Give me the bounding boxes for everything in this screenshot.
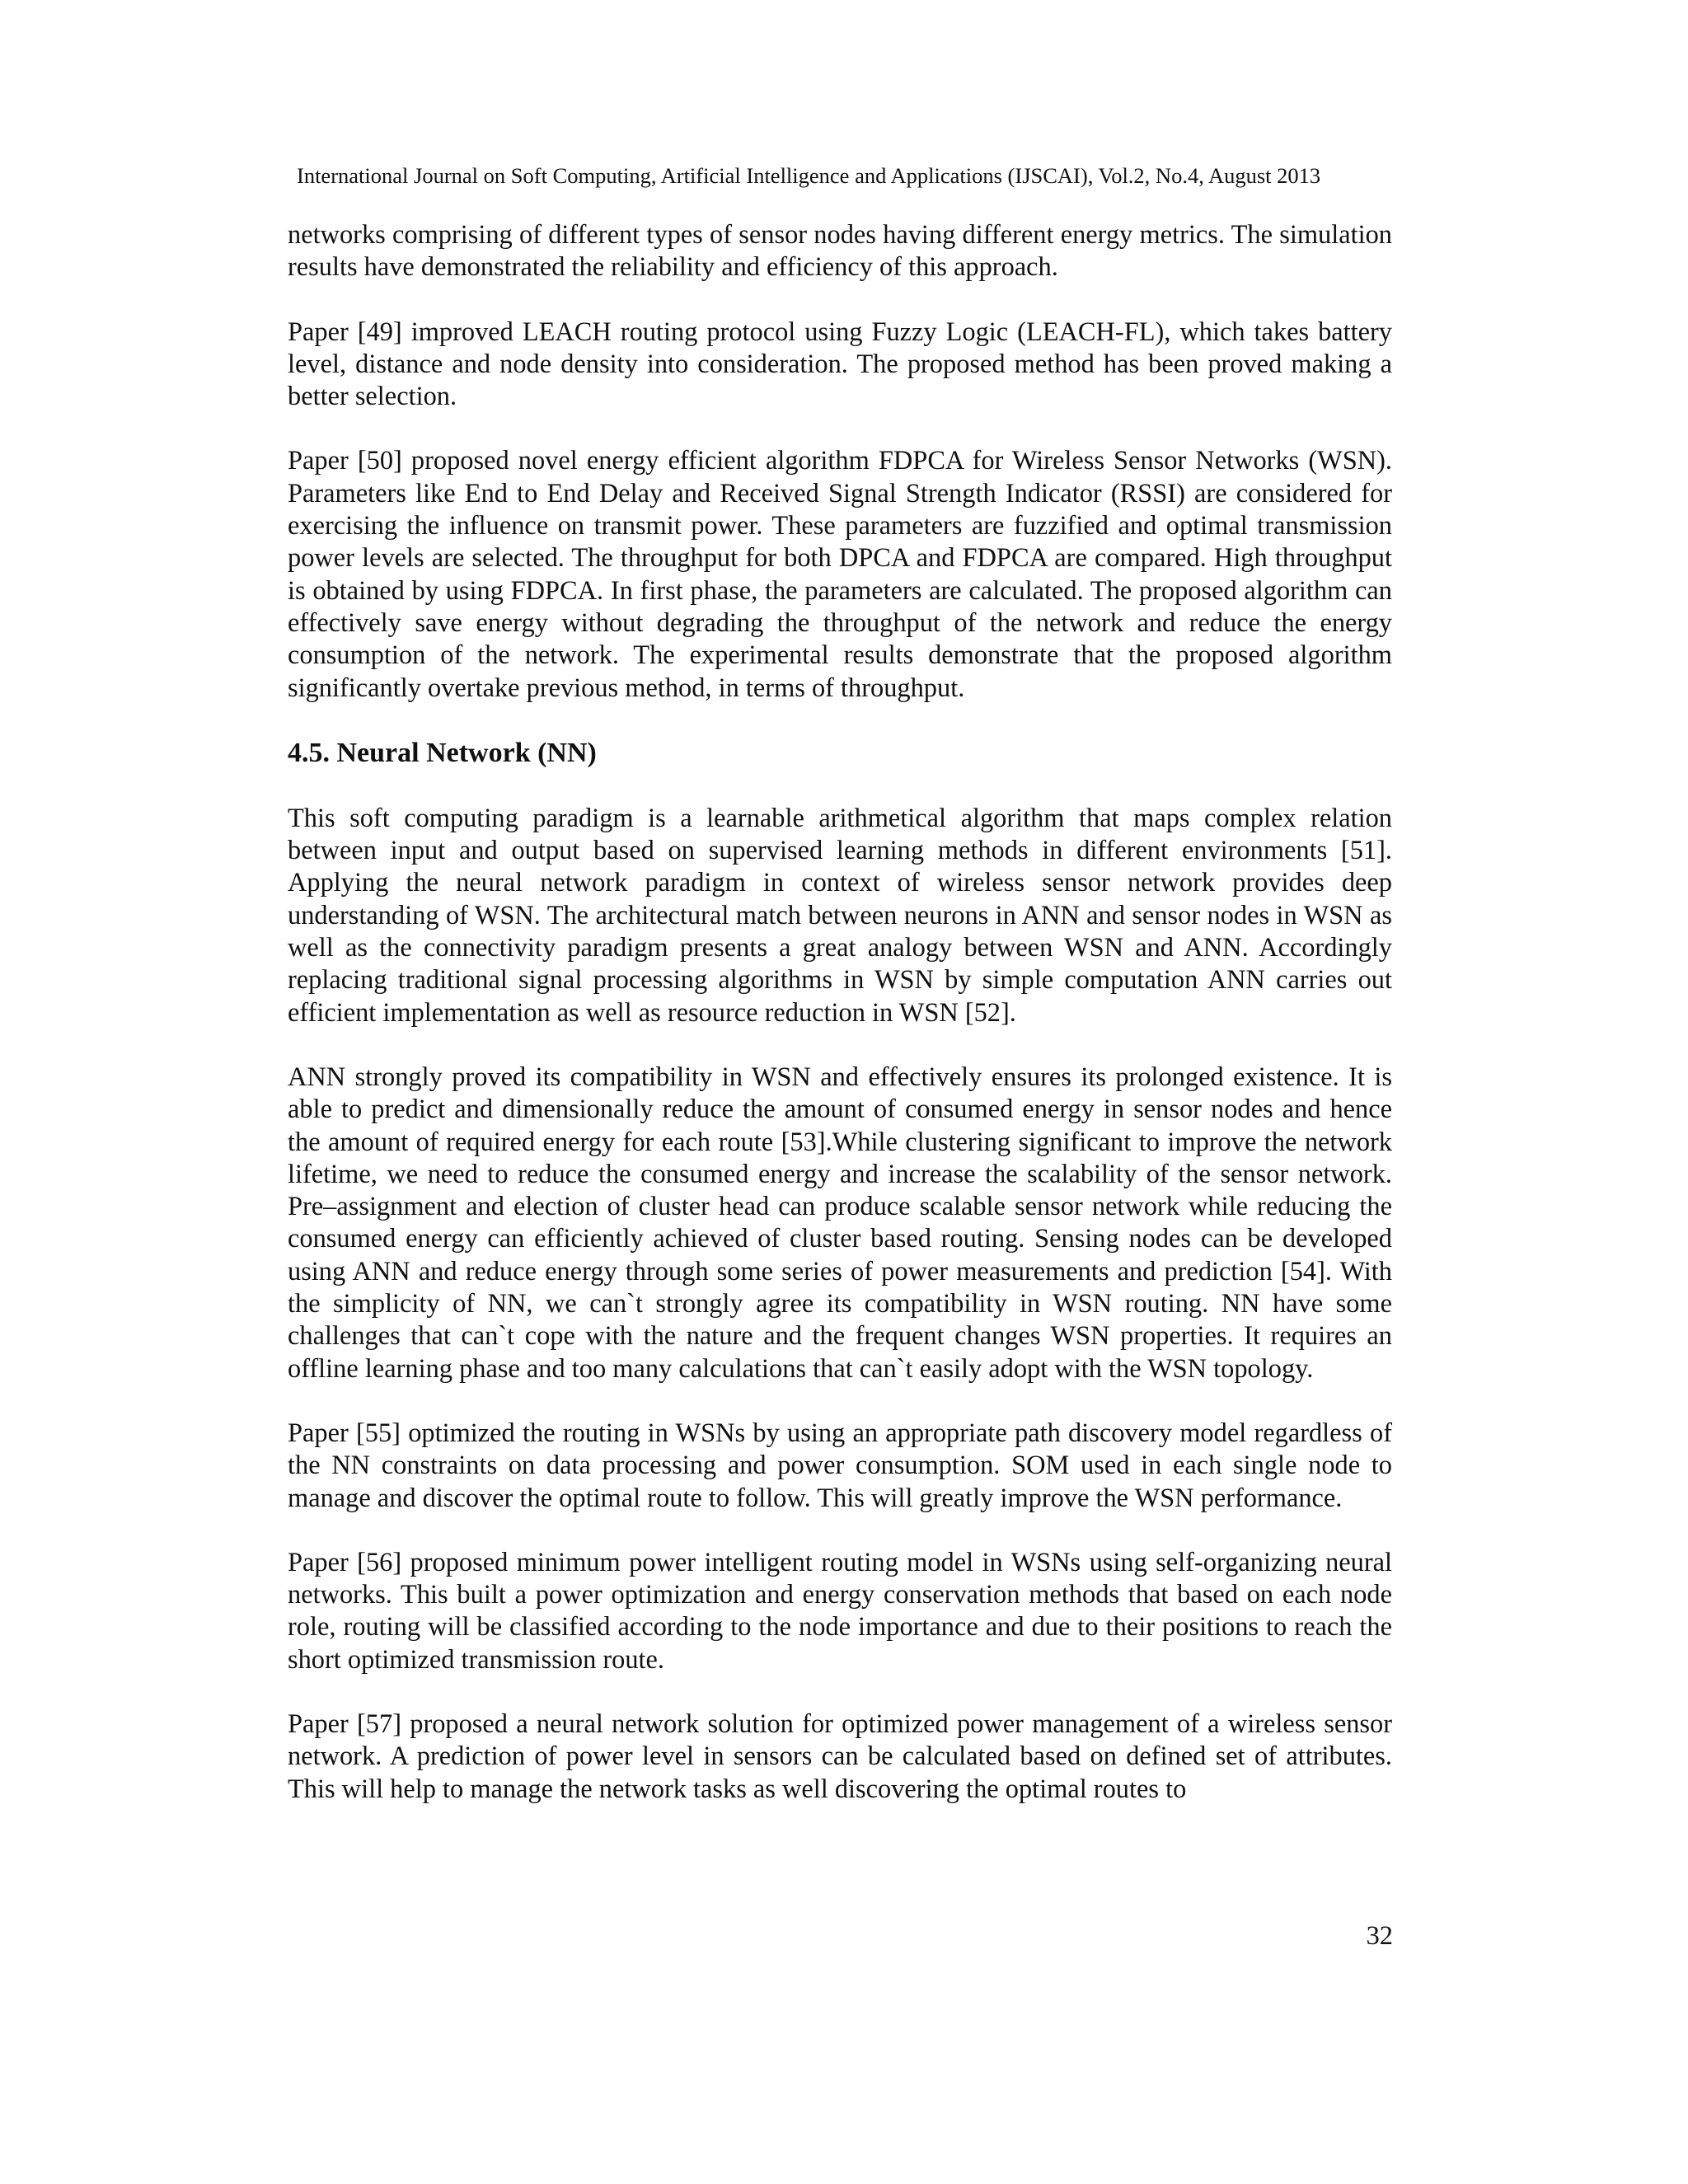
page-body xyxy=(288,219,1392,1838)
running-header: International Journal on Soft Computing, Artificial Intelligence and Applications (IJSCAI), Vol.2, No.4, August 2013 xyxy=(297,163,1321,188)
paragraph-paper-55: Paper [55] optimized the routing in WSNs by using an appropriate path discovery model regardless of the NN constraints on data processing and power consumption. SOM used in each single node to manage and discover the optimal route to follow. This will greatly improve the WSN performance. xyxy=(288,1418,1392,1513)
paragraph-paper-50: Paper [50] proposed novel energy efficient algorithm FDPCA for Wireless Sensor Networks (WSN). Parameters like End to End Delay and Received Signal Strength Indicator (RSSI) are considered for exercising the influence on transmit power. These parameters are fuzzified and optimal transmission power levels are selected. The throughput for both DPCA and FDPCA are compared. High throughput is obtained by using FDPCA. In first phase, the parameters are calculated. The proposed algorithm can effectively save energy without degrading the throughput of the network and reduce the energy consumption of the network. The experimental results demonstrate that the proposed algorithm significantly overtake previous method, in terms of throughput. xyxy=(288,446,1392,703)
page-number: 32 xyxy=(1366,1921,1393,1951)
paragraph-paper-49: Paper [49] improved LEACH routing protocol using Fuzzy Logic (LEACH-FL), which takes battery level, distance and node density into consideration. The proposed method has been proved making a better selection. xyxy=(288,316,1392,412)
paragraph-paper-56: Paper [56] proposed minimum power intelligent routing model in WSNs using self-organizing neural networks. This built a power optimization and energy conservation methods that based on each node role, routing will be classified according to the node importance and due to their positions to reach the short optimized transmission route. xyxy=(288,1547,1392,1675)
paragraph-nn-intro: This soft computing paradigm is a learnable arithmetical algorithm that maps complex relation between input and output based on supervised learning methods in different environments [51]. Applying the neural network paradigm in context of wireless sensor network provides deep understanding of WSN. The architectural match between neurons in ANN and sensor nodes in WSN as well as the connectivity paradigm presents a great analogy between WSN and ANN. Accordingly replacing traditional signal processing algorithms in WSN by simple computation ANN carries out efficient implementation as well as resource reduction in WSN [52]. xyxy=(288,803,1392,1028)
section-heading: 4.5. Neural Network (NN) xyxy=(288,737,597,768)
paragraph-ann-wsn: ANN strongly proved its compatibility in WSN and effectively ensures its prolonged existence. It is able to predict and dimensionally reduce the amount of consumed energy in sensor nodes and hence the amount of required energy for each route [53].While clustering significant to improve the network lifetime, we need to reduce the consumed energy and increase the scalability of the sensor network. Pre–assignment and election of cluster head can produce scalable sensor network while reducing the consumed energy can efficiently achieved of cluster based routing. Sensing nodes can be developed using ANN and reduce energy through some series of power measurements and prediction [54]. With the simplicity of NN, we can`t strongly agree its compatibility in WSN routing. NN have some challenges that can`t cope with the nature and the frequent changes WSN properties. It requires an offline learning phase and too many calculations that can`t easily adopt with the WSN topology. xyxy=(288,1062,1392,1384)
paragraph-paper-57: Paper [57] proposed a neural network solution for optimized power management of a wireless sensor network. A prediction of power level in sensors can be calculated based on defined set of attributes. This will help to manage the network tasks as well discovering the optimal routes to xyxy=(288,1708,1392,1804)
paragraph-continuation: networks comprising of different types of sensor nodes having different energy metrics. The simulation results have demonstrated the reliability and efficiency of this approach. xyxy=(288,220,1392,283)
